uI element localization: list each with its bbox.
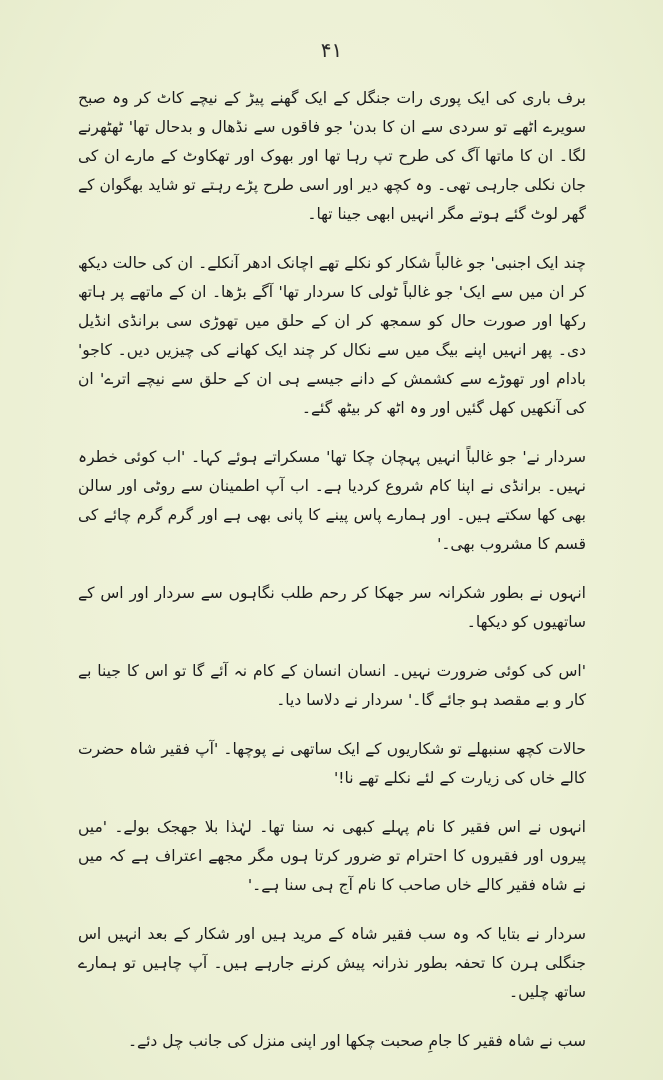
paragraph-8: سردار نے بتایا کہ وہ سب فقیر شاہ کے مرید ہیں اور شکار کے بعد انہیں اس جنگلی ہرن کا تحفہ بطور نذرانہ پیش کرنے جارہے ہیں۔ آپ چاہیں تو ہمارے ساتھ چلیں۔ (78, 925, 586, 1001)
page-number: ۴۱ (320, 38, 343, 62)
paragraph-5: 'اس کی کوئی ضرورت نہیں۔ انسان انسان کے کام نہ آئے گا تو اس کا جینا بے کار و بے مقصد ہو جائے گا۔' سردار نے دلاسا دیا۔ (78, 662, 586, 709)
paragraph-7: انہوں نے اس فقیر کا نام پہلے کبھی نہ سنا تھا۔ لہٰذا بلا جھجک بولے۔ 'میں پیروں اور فقیروں کا احترام تو ضرور کرتا ہوں مگر مجھے اعتراف ہے کہ میں نے شاہ فقیر کالے خاں صاحب کا نام آج ہی سنا ہے۔' (78, 818, 586, 894)
paragraph-1: برف باری کی ایک پوری رات جنگل کے ایک گھنے پیڑ کے نیچے کاٹ کر وہ صبح سویرے اٹھے تو سردی سے ان کا بدن' جو فاقوں سے نڈھال و بدحال تھا' ٹھٹھرنے لگا۔ ان کا ماتھا آگ کی طرح تپ رہا تھا اور بھوک اور تھکاوٹ کے مارے ان کی جان نکلی جارہی تھی۔ وہ کچھ دیر اور اسی طرح پڑے رہتے تو شاید بھگوان کے گھر لوٹ گئے ہوتے مگر انہیں ابھی جینا تھا۔ (78, 89, 586, 223)
page-text (78, 84, 586, 1076)
paragraph-9: سب نے شاہ فقیر کا جامِ صحبت چکھا اور اپنی منزل کی جانب چل دئے۔ (127, 1032, 586, 1050)
paragraph-2: چند ایک اجنبی' جو غالباً شکار کو نکلے تھے اچانک ادھر آنکلے۔ ان کی حالت دیکھ کر ان میں سے ایک' جو غالباً ٹولی کا سردار تھا' آگے بڑھا۔ ان کے ماتھے پر ہاتھ رکھا اور صورت حال کو سمجھ کر ان کے حلق میں تھوڑی سی برانڈی انڈیل دی۔ پھر انہیں اپنے بیگ میں سے نکال کر چند ایک کھانے کی چیزیں دیں۔ کاجو' بادام اور تھوڑے سے کشمش کے دانے جیسے ہی ان کے حلق سے نیچے اترے' ان کی آنکھیں کھل گئیں اور وہ اٹھ کر بیٹھ گئے۔ (78, 254, 586, 417)
paragraph-3: سردار نے' جو غالباً انہیں پہچان چکا تھا' مسکراتے ہوئے کہا۔ 'اب کوئی خطرہ نہیں۔ برانڈی نے اپنا کام شروع کردیا ہے۔ اب آپ اطمینان سے روٹی اور سالن بھی کھا سکتے ہیں۔ اور ہمارے پاس پینے کا پانی بھی ہے اور گرم گرم چائے کی قسم کا مشروب بھی۔' (78, 448, 586, 553)
paragraph-4: انہوں نے بطور شکرانہ سر جھکا کر رحم طلب نگاہوں سے سردار اور اس کے ساتھیوں کو دیکھا۔ (78, 584, 586, 631)
paragraph-6: حالات کچھ سنبھلے تو شکاریوں کے ایک ساتھی نے پوچھا۔ 'آپ فقیر شاہ حضرت کالے خاں کی زیارت کے لئے نکلے تھے نا!' (78, 740, 586, 787)
